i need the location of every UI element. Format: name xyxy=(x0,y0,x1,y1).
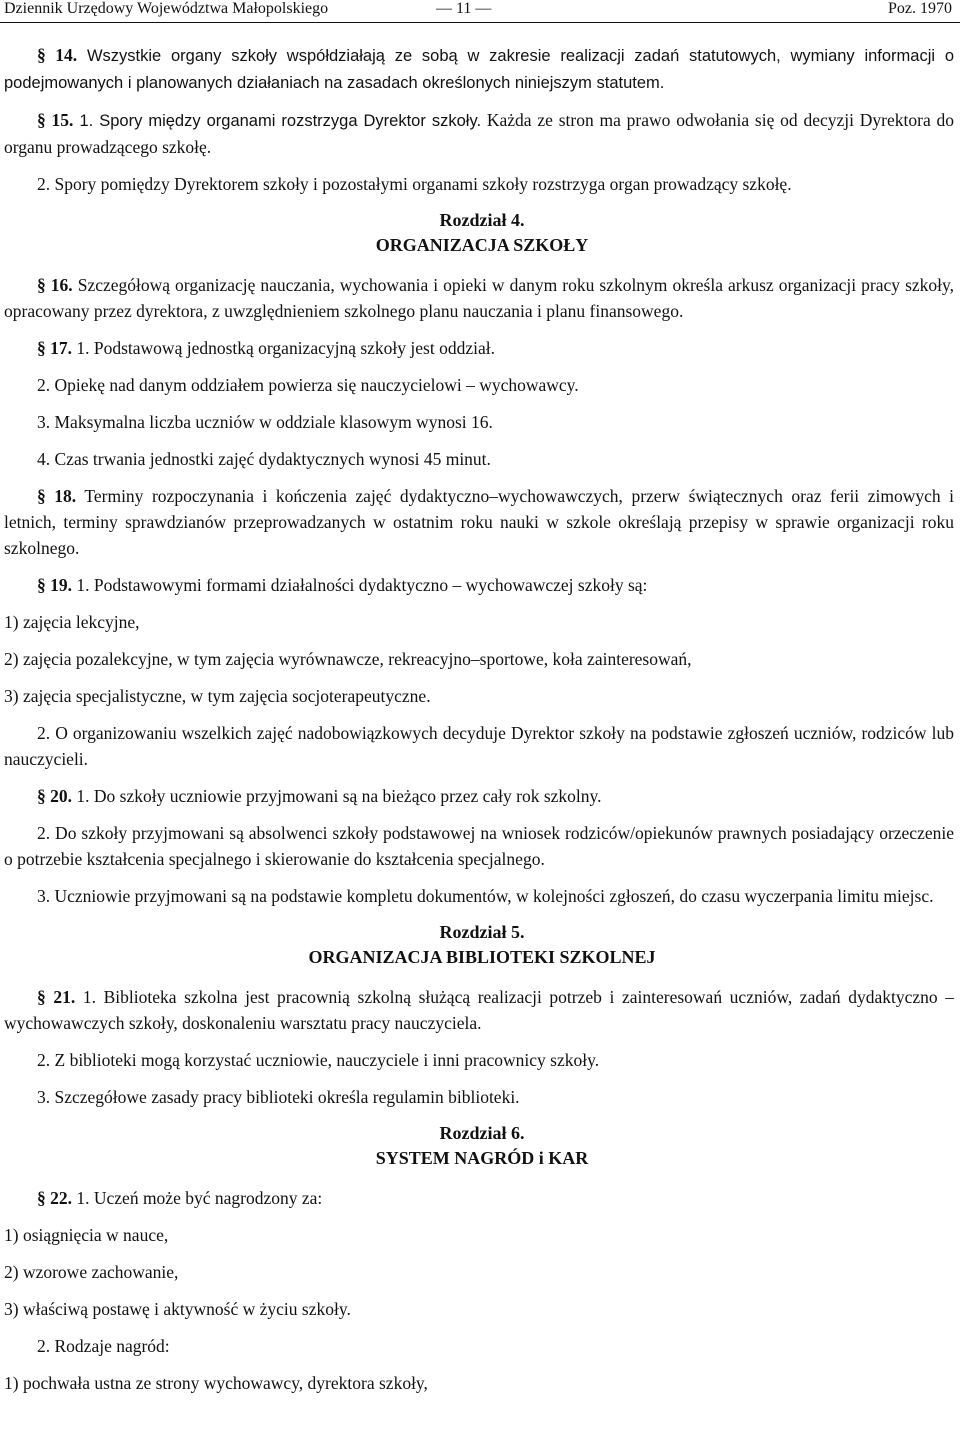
section-22 xyxy=(4,1185,954,1211)
chapter-title: SYSTEM NAGRÓD i KAR xyxy=(375,1148,589,1168)
section-21-item-2: 2. Z biblioteki mogą korzystać uczniowie, nauczyciele i inni pracownicy szkoły. xyxy=(37,1050,600,1070)
chapter-label: Rozdział 4. xyxy=(439,210,525,230)
section-number: § 21. xyxy=(37,987,76,1007)
section-17-item-2: 2. Opiekę nad danym oddziałem powierza się nauczycielowi – wychowawcy. xyxy=(37,375,579,395)
section-22-item-2: 2. Rodzaje nagród: xyxy=(37,1336,170,1356)
section-number: § 19. xyxy=(37,575,72,595)
page-header xyxy=(0,0,960,23)
section-19 xyxy=(4,572,954,598)
section-number: § 22. xyxy=(37,1188,72,1208)
section-17 xyxy=(4,335,954,361)
section-text: 1. Biblioteka szkolna jest pracownią szkolną służącą realizacji potrzeb i zainteresowań uczniów, zadań dydaktyczno – wychowawczych szkoły, doskonaleniu warsztatu pracy nauczyciela. xyxy=(4,987,954,1033)
list-item: 1) pochwała ustna ze strony wychowawcy, dyrektora szkoły, xyxy=(4,1373,428,1393)
section-18 xyxy=(4,483,954,561)
section-number: § 18. xyxy=(37,486,77,506)
list-item: 2) zajęcia pozalekcyjne, w tym zajęcia wyrównawcze, rekreacyjno–sportowe, koła zainteresowań, xyxy=(4,649,692,669)
section-text: 1. Do szkoły uczniowie przyjmowani są na bieżąco przez cały rok szkolny. xyxy=(72,786,602,806)
journal-title: Dziennik Urzędowy Województwa Małopolskiego xyxy=(4,0,329,17)
chapter-5-heading xyxy=(4,920,954,970)
section-20-item-3: 3. Uczniowie przyjmowani są na podstawie kompletu dokumentów, w kolejności zgłoszeń, do czasu wyczerpania limitu miejsc. xyxy=(37,886,934,906)
section-20 xyxy=(4,783,954,809)
section-15-item-2: 2. Spory pomiędzy Dyrektorem szkoły i pozostałymi organami szkoły rozstrzyga organ prowadzący szkołę. xyxy=(37,174,792,194)
chapter-label: Rozdział 5. xyxy=(439,922,525,942)
section-text: Terminy rozpoczynania i kończenia zajęć dydaktyczno–wychowawczych, przerw świątecznych oraz ferii zimowych i letnich, terminy sprawdzianów przeprowadzanych w ostatnim roku nauki w szkole określają przepisy w sprawie organizacji roku szkolnego. xyxy=(4,486,954,558)
section-15 xyxy=(4,107,954,160)
section-text: Wszystkie organy szkoły współdziałają ze sobą w zakresie realizacji zadań statutowych, wymiany informacji o podejmowanych i planowanych działaniach na zasadach określonych niniejszym statutem. xyxy=(4,47,954,92)
list-item: 3) zajęcia specjalistyczne, w tym zajęcia socjoterapeutyczne. xyxy=(4,686,431,706)
section-17-item-4: 4. Czas trwania jednostki zajęć dydaktycznych wynosi 45 minut. xyxy=(37,449,491,469)
section-text: 1. Podstawową jednostką organizacyjną szkoły jest oddział. xyxy=(72,338,495,358)
section-19-item-2: 2. O organizowaniu wszelkich zajęć nadobowiązkowych decyduje Dyrektor szkoły na podstawie zgłoszeń uczniów, rodziców lub nauczycieli. xyxy=(4,723,954,769)
section-16 xyxy=(4,272,954,324)
section-number: § 14. xyxy=(37,45,78,65)
section-text: 1. Uczeń może być nagrodzony za: xyxy=(72,1188,323,1208)
list-item: 2) wzorowe zachowanie, xyxy=(4,1262,179,1282)
section-text: Każda ze stron ma prawo odwołania się od decyzji Dyrektora do organu prowadzącego szkołę. xyxy=(4,110,955,157)
section-number: § 15. xyxy=(37,110,74,130)
page-number: — 11 — xyxy=(436,0,492,17)
chapter-6-heading xyxy=(4,1121,954,1171)
section-21-item-3: 3. Szczegółowe zasady pracy biblioteki określa regulamin biblioteki. xyxy=(37,1087,520,1107)
list-item: 1) osiągnięcia w nauce, xyxy=(4,1225,169,1245)
section-number: § 16. xyxy=(37,275,73,295)
chapter-title: ORGANIZACJA BIBLIOTEKI SZKOLNEJ xyxy=(308,947,656,967)
chapter-4-heading xyxy=(4,208,954,258)
section-number: § 17. xyxy=(37,338,72,358)
section-text: Szczegółową organizację nauczania, wychowania i opieki w danym roku szkolnym określa arkusz organizacji pracy szkoły, opracowany przez dyrektora, z uwzględnieniem szkolnego planu nauczania i planu finansowego. xyxy=(4,275,955,321)
position-number: Poz. 1970 xyxy=(888,0,952,17)
section-14 xyxy=(4,42,954,96)
section-17-item-3: 3. Maksymalna liczba uczniów w oddziale klasowym wynosi 16. xyxy=(37,412,493,432)
list-item: 3) właściwą postawę i aktywność w życiu szkoły. xyxy=(4,1299,351,1319)
chapter-title: ORGANIZACJA SZKOŁY xyxy=(375,235,589,255)
section-20-item-2: 2. Do szkoły przyjmowani są absolwenci szkoły podstawowej na wniosek rodziców/opiekunów prawnych posiadający orzeczenie o potrzebie kształcenia specjalnego i skierowanie do kształcenia specjalnego. xyxy=(4,823,954,869)
section-text: 1. Podstawowymi formami działalności dydaktyczno – wychowawczej szkoły są: xyxy=(72,575,648,595)
section-number: § 20. xyxy=(37,786,72,806)
chapter-label: Rozdział 6. xyxy=(439,1123,525,1143)
document-body xyxy=(4,42,954,1407)
section-21 xyxy=(4,984,954,1036)
list-item: 1) zajęcia lekcyjne, xyxy=(4,612,140,632)
section-text: 1. Spory między organami rozstrzyga Dyrektor szkoły. xyxy=(73,112,482,130)
